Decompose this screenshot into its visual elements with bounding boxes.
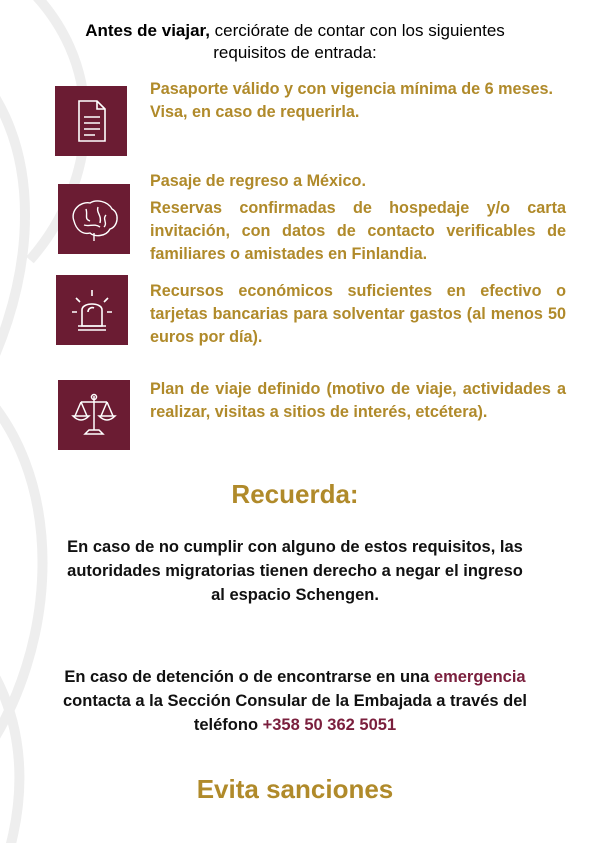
- emergency-phone: +358 50 362 5051: [262, 716, 397, 734]
- requirement-2: [150, 170, 566, 266]
- recuerda-paragraph: En caso de no cumplir con alguno de estos requisitos, las autoridades migratorias tienen derecho a negar el ingreso al espacio Schengen.: [67, 538, 523, 604]
- emergency-part-2: contacta a la Sección Consular de la Embajada a través del teléfono: [62, 692, 528, 734]
- brain-puzzle-icon: [58, 184, 130, 254]
- emergency-highlight: emergencia: [433, 668, 526, 686]
- document-icon: [55, 86, 127, 156]
- requirement-2-line-1: Pasaje de regreso a México.: [150, 172, 366, 190]
- footer-heading: Evita sanciones: [196, 774, 394, 804]
- emergency-part-1: En caso de detención o de encontrarse en una: [64, 668, 434, 686]
- intro-line2: requisitos de entrada:: [213, 43, 377, 62]
- requirement-3-line-1: Recursos económicos suficientes en efectivo o tarjetas bancarias para solventar gastos (al menos 50 euros por día).: [150, 282, 566, 346]
- emergency-paragraph: [50, 665, 540, 737]
- recuerda-heading: Recuerda:: [231, 479, 359, 509]
- requirement-4: [150, 378, 566, 424]
- intro-text: [40, 20, 550, 64]
- requirement-1: [150, 78, 566, 124]
- requirement-3: [150, 280, 566, 349]
- requirement-2-line-2: Reservas confirmadas de hospedaje y/o carta invitación, con datos de contacto verificables de familiares o amistades en Finlandia.: [150, 199, 566, 263]
- requirement-1-line-1: Pasaporte válido y con vigencia mínima de 6 meses.: [150, 80, 554, 98]
- requirement-1-line-2: Visa, en caso de requerirla.: [150, 103, 360, 121]
- intro-bold: Antes de viajar,: [85, 21, 210, 40]
- requirement-4-line-1: Plan de viaje definido (motivo de viaje, actividades a realizar, visitas a sitios de interés, etcétera).: [150, 380, 566, 421]
- intro-rest: cerciórate de contar con los siguientes: [209, 21, 505, 40]
- scales-icon: [58, 380, 130, 450]
- alarm-light-icon: [56, 275, 128, 345]
